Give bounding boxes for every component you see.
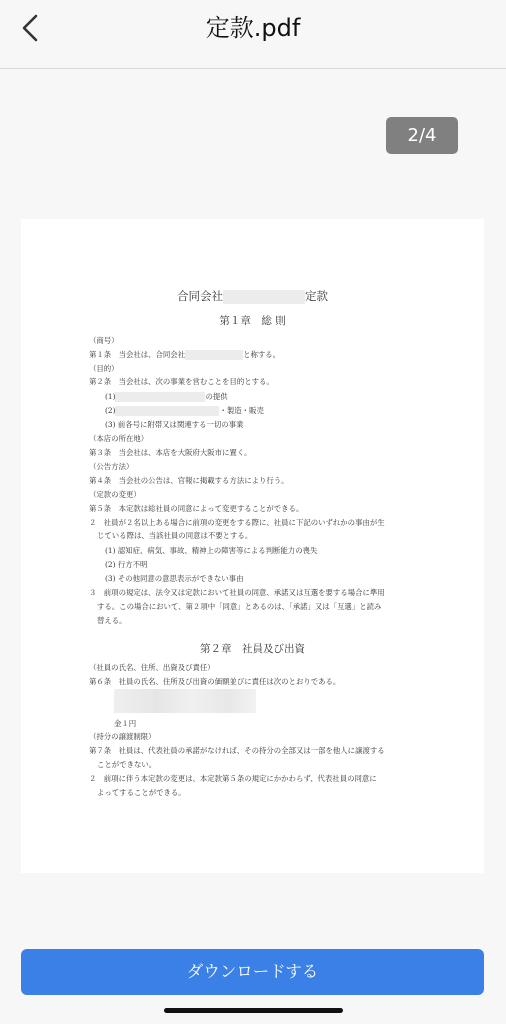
doc-line: ３ 前項の規定は、法令又は定款において社員の同意、承諾又は互選を要する場合に準用: [89, 588, 385, 597]
doc-line: ２ 前項に伴う本定款の変更は、本定款第５条の規定にかかわらず、代表社員の同意に: [89, 774, 377, 783]
doc-line: (1) の提供: [105, 392, 228, 401]
doc-line: 第２条 当会社は、次の事業を営むことを目的とする。: [89, 377, 274, 386]
doc-line: 金１円: [114, 719, 137, 728]
doc-line: ２ 社員が２名以上ある場合に前項の変更をする際に、社員に下記のいずれかの事由が生: [89, 518, 385, 527]
redacted-member-info: [114, 689, 256, 713]
doc-heading: 合同会社 定款: [177, 289, 328, 303]
home-indicator[interactable]: [164, 1008, 343, 1013]
document-title: 定款.pdf: [205, 14, 301, 42]
pdf-page[interactable]: [21, 219, 484, 873]
doc-line: 第６条 社員の氏名、住所及び出資の価額並びに責任は次のとおりである。: [89, 677, 341, 686]
nav-header: [0, 0, 506, 69]
doc-line: 第５条 本定款は総社員の同意によって変更することができる。: [89, 504, 304, 513]
doc-line: (2) 行方不明: [105, 560, 148, 569]
redaction: [115, 392, 205, 402]
redaction: [115, 406, 219, 416]
doc-line: （本店の所在地）: [89, 434, 149, 443]
doc-line: （持分の譲渡制限）: [89, 732, 156, 741]
doc-line: （定款の変更）: [89, 490, 141, 499]
doc-line: ことができない。: [97, 760, 157, 769]
doc-line: 第３条 当会社は、本店を大阪府大阪市に置く。: [89, 448, 252, 457]
doc-line: （社員の氏名、住所、出資及び責任）: [89, 663, 215, 672]
doc-line: (3) 前各号に附帯又は関連する一切の事業: [105, 420, 244, 429]
doc-line: じている際は、当該社員の同意は不要とする。: [97, 531, 253, 540]
doc-line: (2) ・製造・販売: [105, 406, 264, 415]
doc-line: 替える。: [97, 616, 127, 625]
doc-line: (3) その他同意の意思表示ができない事由: [105, 574, 244, 583]
doc-line: する。この場合において、第２項中「同意」とあるのは、「承諾」又は「互選」と読み: [97, 602, 382, 611]
chapter-heading: 第２章 社員及び出資: [200, 643, 305, 655]
download-button[interactable]: ダウンロードする: [21, 949, 484, 995]
redaction: [185, 350, 243, 360]
doc-line: 第４条 当会社の公告は、官報に掲載する方法により行う。: [89, 476, 289, 485]
doc-line: 第１条 当会社は、合同会社 と称する。: [89, 350, 281, 359]
redaction: [223, 290, 305, 304]
page-indicator: 2/4: [386, 117, 458, 154]
doc-line: （商号）: [89, 336, 119, 345]
doc-line: よってすることができる。: [97, 788, 186, 797]
chapter-heading: 第１章 総 則: [219, 315, 286, 327]
doc-line: 第７条 社員は、代表社員の承諾がなければ、その持分の全部又は一部を他人に譲渡する: [89, 746, 385, 755]
doc-line: （公告方法）: [89, 462, 134, 471]
doc-line: (1) 認知症、病気、事故、精神上の障害等による判断能力の喪失: [105, 546, 318, 555]
doc-line: （目的）: [89, 364, 119, 373]
